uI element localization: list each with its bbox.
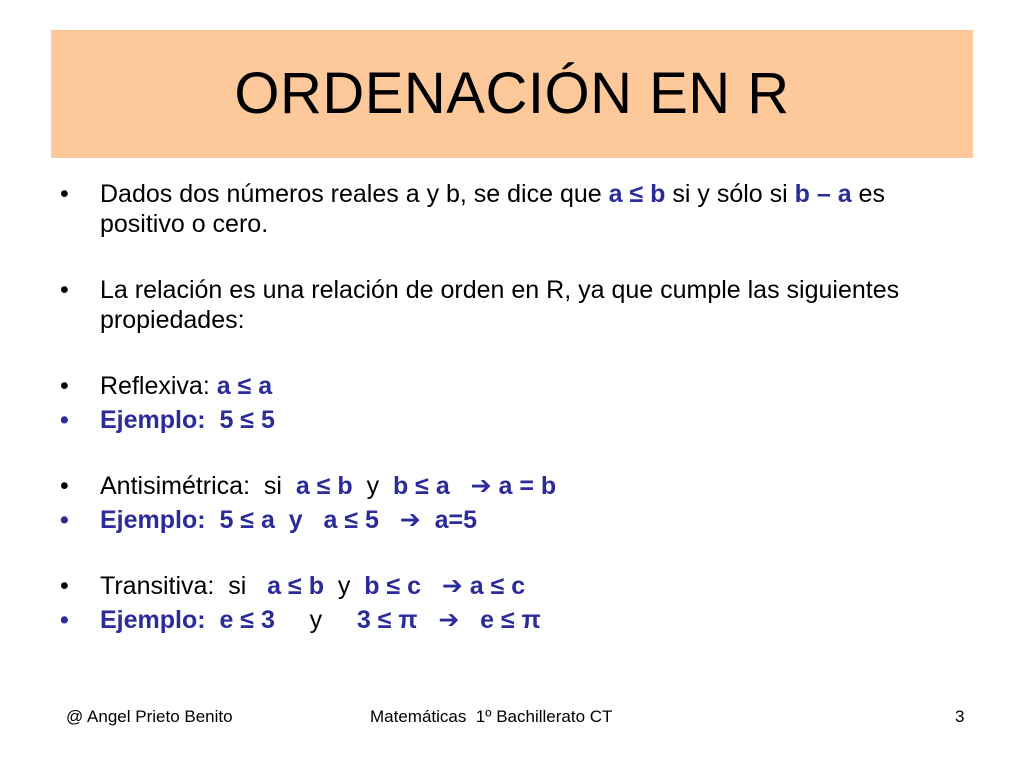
antisymmetric-example-part-2: a=5 <box>420 506 478 534</box>
arrow-icon: ➔ <box>399 506 421 534</box>
transitive-text <box>100 571 970 601</box>
antisymmetric-label: Antisimétrica: si <box>100 472 296 500</box>
antisymmetric-text <box>100 471 970 501</box>
transitive-example-connector: y <box>309 606 323 634</box>
bullet-dot: • <box>60 506 69 534</box>
footer-page-number: 3 <box>955 707 965 726</box>
transitive-formula-1: a ≤ b <box>267 572 324 600</box>
transitive-label: Transitiva: si <box>100 572 268 600</box>
reflexive-text <box>100 371 970 401</box>
arrow-icon: ➔ <box>438 606 460 634</box>
slide-title: ORDENACIÓN EN R <box>234 61 790 126</box>
transitive-example-part-3: e ≤ π <box>459 606 541 634</box>
bullet-dot: • <box>60 180 69 208</box>
arrow-icon: ➔ <box>441 572 463 600</box>
bullet-definition <box>60 179 970 239</box>
antisymmetric-connector: y <box>352 472 393 500</box>
bullet-transitive <box>60 571 970 601</box>
bullet-reflexive-example <box>60 405 970 435</box>
reflexive-formula: a ≤ a <box>216 372 273 400</box>
arrow-icon: ➔ <box>470 472 492 500</box>
bullet-dot: • <box>60 572 69 600</box>
antisymmetric-formula-2: b ≤ a <box>392 472 471 500</box>
transitive-example-part-1: Ejemplo: e ≤ 3 <box>100 606 310 634</box>
bullet-dot: • <box>60 276 69 304</box>
bullet-dot: • <box>60 472 69 500</box>
definition-part-1: Dados dos números reales a y b, se dice que <box>100 180 609 208</box>
definition-text <box>100 179 970 239</box>
antisymmetric-formula-1: a ≤ b <box>295 472 353 500</box>
title-bar <box>51 30 973 158</box>
transitive-connector: y <box>323 572 365 600</box>
bullet-antisymmetric <box>60 471 970 501</box>
bullet-dot: • <box>60 406 69 434</box>
antisymmetric-example <box>100 505 970 535</box>
footer-course: Matemáticas 1º Bachillerato CT <box>370 707 613 726</box>
bullet-list <box>60 179 970 635</box>
bullet-antisymmetric-example <box>60 505 970 535</box>
transitive-example <box>100 605 970 635</box>
bullet-transitive-example <box>60 605 970 635</box>
footer-author: @ Angel Prieto Benito <box>66 707 233 726</box>
bullet-dot: • <box>60 606 69 634</box>
definition-part-2: si y sólo si <box>665 180 795 208</box>
relation-text: La relación es una relación de orden en R, ya que cumple las siguientes propiedades: <box>100 276 900 334</box>
definition-part-3: es positivo o cero. <box>100 180 885 238</box>
transitive-example-part-2: 3 ≤ π <box>322 606 439 634</box>
definition-highlight-2: b – a <box>794 180 852 208</box>
reflexive-label: Reflexiva: <box>100 372 217 400</box>
reflexive-example: Ejemplo: 5 ≤ 5 <box>100 406 275 434</box>
definition-highlight-1: a ≤ b <box>608 180 666 208</box>
antisymmetric-example-part-1: Ejemplo: 5 ≤ a y a ≤ 5 <box>100 506 400 534</box>
bullet-reflexive <box>60 371 970 401</box>
bullet-dot: • <box>60 372 69 400</box>
antisymmetric-result: a = b <box>491 472 557 500</box>
transitive-formula-2: b ≤ c <box>364 572 442 600</box>
bullet-relation <box>60 275 970 335</box>
transitive-result: a ≤ c <box>462 572 526 600</box>
